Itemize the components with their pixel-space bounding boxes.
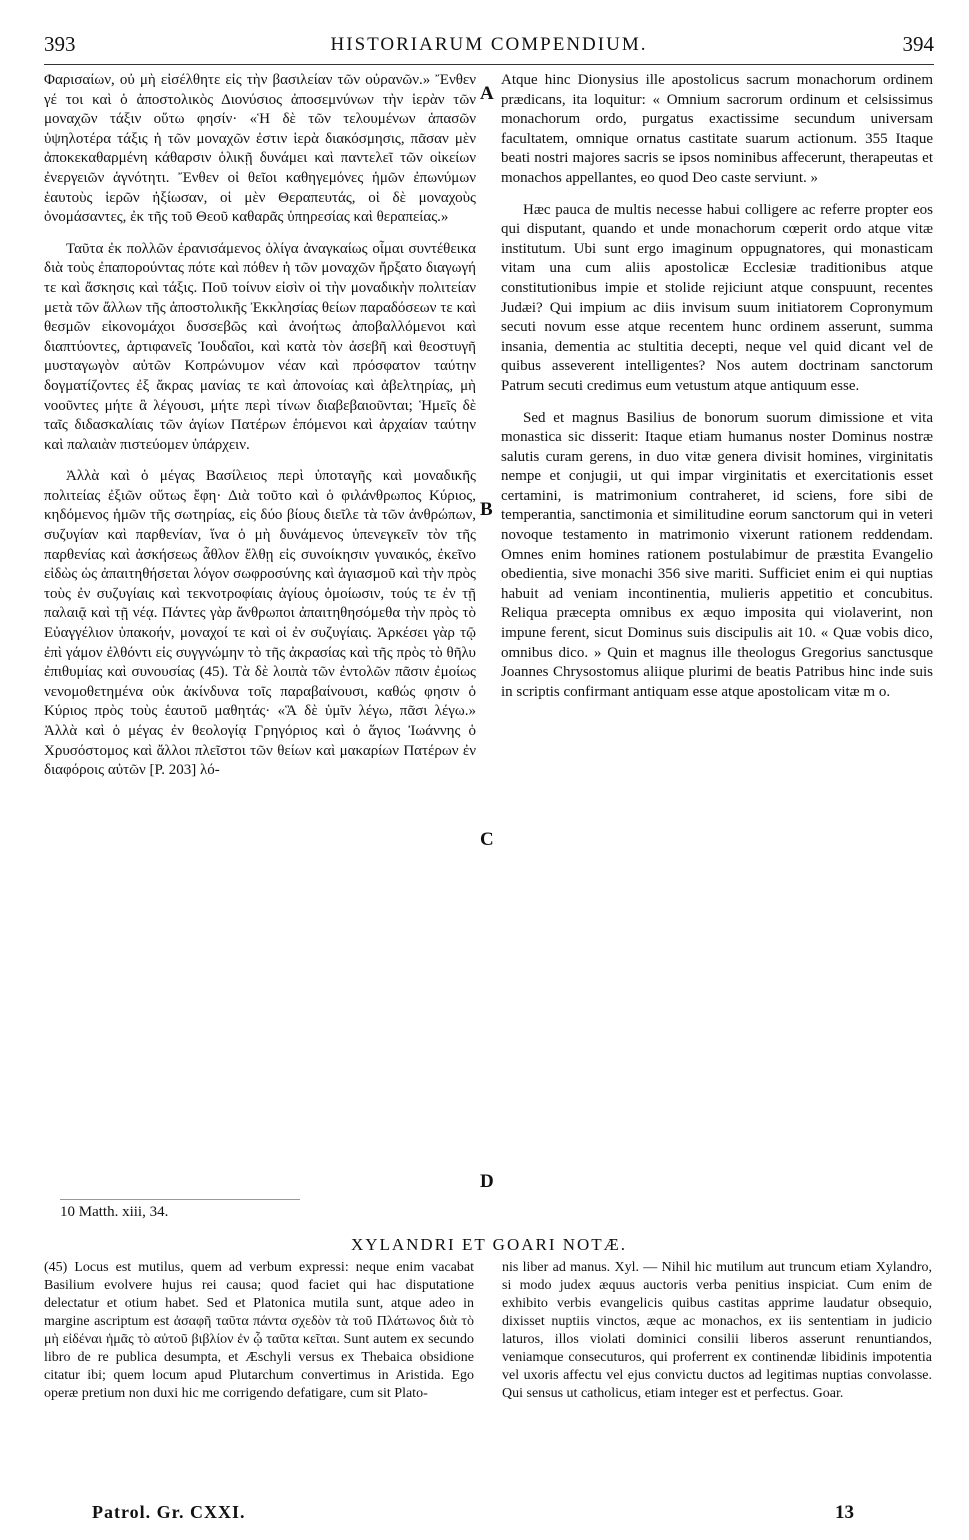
latin-paragraph: Atque hinc Dionysius ille apostolicus sacrum monachorum ordinem prædicans, ita loquitur: « Omnium sacrorum ordinum et celsissimus monachorum ordo, purgatus exactissime secundum universam facultatem, omnique ornatus castitate suarum actionum. 355 Itaque beati nostri majores sacris se ipsos nominibus affecerunt, therapeutas et monachos appellantes, eo quod Deo caste serviunt. »	[501, 72, 933, 186]
page-number-right: 394	[902, 32, 934, 56]
greek-paragraph: Φαρισαίων, οὐ μὴ εἰσέλθητε εἰς τὴν βασιλείαν τῶν οὐρανῶν.» Ἔνθεν γέ τοι καὶ ὁ ἀποστολικὸς Διονύσιος ἀποσεμνύνων τὴν ἱερὰν τῶν μοναχῶν τάξιν οὕτω φησίν· «Ἡ δὲ τῶν τελουμένων ἁπασῶν ὑψηλοτέρα τάξις ἡ τῶν μοναχῶν ἐστιν ἱερὰ διακόσμησις, πᾶσαν μὲν ἀποκεκαθαρμένη κάθαρσιν ὁλικῇ δυνάμει καὶ παντελεῖ τῶν οἰκείων ἐνεργειῶν ἁγνότητι. Ἔνθεν οἱ θεῖοι καθηγεμόνες ἡμῶν ἐπωνύμων ἑαυτοὺς ἱερῶν ἠξίωσαν, οἱ μὲν Θεραπευτάς, οἱ δὲ μοναχοὺς ὀνομάσαντες, ἐκ τῆς τοῦ Θεοῦ καθαρᾶς ὑπηρεσίας καὶ θεραπείας.»	[44, 72, 476, 226]
page	[44, 30, 934, 1532]
latin-paragraph: Sed et magnus Basilius de bonorum suorum dimissione et vita monastica sic disserit: Itaque etiam humanus noster Dominus nostræ salutis curam gerens, in duo vitæ genera divisit homines, virginitatis nempe et conjugii, ut qui impar virginitatis et exercitationis esset certamini, is matrimonium contraheret, id sciens, fore sibi de temperantia, sanctimonia et similitudine eorum sanctorum qui in veteri novoque testamento in matrimonio vixerunt rationem reddendam. Omnes enim homines rationem postulabimur de præstita Evangelio obedientia, sive monachi 356 sive mariti. Sufficiet enim ei qui nuptias habuit ad veniam incontinentia, mulieris appetitio et concubitus. Reliqua præcepta omnibus ex æquo imposita qui violaverint, non impune ferent, sicut Dominus suis discipulis ait 10. « Quæ vobis dico, omnibus dico. » Quin et magnus ille theologus Gregorius sanctusque Joannes Chrysostomus aliique plurimi de beatis Patribus hinc inde suis in scriptis confirmant antiquam esse atque apostolicam vitæ m o.	[501, 409, 933, 700]
main-text	[44, 71, 934, 1193]
running-title: HISTORIARUM COMPENDIUM.	[330, 34, 648, 55]
note-text: nis liber ad manus. Xyl. — Nihil hic mutilum aut truncum etiam Xylandro, si modo judex æquus auctoris verba penitius inspiciat. Cum enim de exhibito verbis evangelicis quibus castitas apprime laudatur obsequio, dixisset nuptiis vinctos, æque ac monachos, ex iis sententiam in judicio laturos, illos violati dominici consilii liberos asserunt renuntiandos, veniamque consecuturos, qui proferrent ex continendæ libidinis impotentia vel uxoris affectu vel ejus convictu ductos ad legitimas nuptias convolasse. Qui sensus ut catholicus, etiam integer est et perfectus. Goar.	[502, 1260, 932, 1401]
footer-sheet-number: 13	[835, 1502, 854, 1523]
latin-column	[501, 71, 933, 714]
note-text: (45) Locus est mutilus, quem ad verbum expressi: neque enim vacabat Basilium evolvere hujus rei causa; quod faciet qui hac disputatione delectatur et otium habet. Sed et Platonica mutila sunt, atque adeo in margine ascriptum est ἀσαφῆ ταῦτα πάντα σχεδὸν τὰ τοῦ Πλάτωνος διὰ τὸ μὴ εἰδέναι ἡμᾶς τὸ αὐτοῦ βιβλίον ἐν ᾧ ταῦτα κεῖται. Sunt autem ex secundo libro de re publica desumpta, et Æschyli versus ex Thebaica obsidione citatur ibi; quem locum apud Plutarchum convertimus in Aristida. Ego operæ pretium non duxi hic me corrigendo defatigare, cum sit Plato-	[44, 1260, 474, 1401]
footnote: 10 Matth. xiii, 34.	[60, 1199, 300, 1221]
greek-column	[44, 71, 476, 793]
page-footer	[44, 1502, 934, 1532]
greek-paragraph: Ταῦτα ἐκ πολλῶν ἐρανισάμενος ὀλίγα ἀναγκαίως οἶμαι συντέθεικα διὰ τοὺς ἐπαπορούντας πότε καὶ πόθεν ἡ τῶν μοναχῶν ἤρξατο διαγωγή τε καὶ ἄσκησις καὶ τάξις. Ποῦ τοίνυν εἰσὶν οἱ τὴν μοναδικὴν πολιτείαν μετὰ τῶν ἄλλων τῆς ἀποστολικῆς Ἐκκλησίας θείων παραδόσεων τε καὶ θεσμῶν εἰκονομάχοι δυσσεβῶς καὶ ἀνοήτως ἀποβαλλόμενοι καὶ διαπτύοντες, ἀρτιφανεῖς Ἰουδαῖοι, καὶ κατὰ τὸν ἀσεβῆ καὶ θεοστυγῆ μυσταγωγὸν αὐτῶν Κοπρώνυμον νέαν καὶ πρόσφατον ταύτην δογματίζοντες ἐξ ἄκρας μανίας τε καὶ ἀπονοίας καὶ ἀβελτηρίας, μὴ νοοῦντες μήτε ἃ λέγουσι, μήτε περὶ τίνων διαβεβαιοῦνται; Ἡμεῖς δὲ ταῖς διδασκαλίαις τῶν ἁγίων Πατέρων ἑπόμενοι καὶ ἀρχαίαν ταύτην καὶ παλαιὰν πιστεύομεν ὑπάρχειν.	[44, 240, 476, 453]
notes-title: XYLANDRI ET GOARI NOTÆ.	[350, 1235, 628, 1254]
notes-left-column	[44, 1259, 474, 1403]
footer-signature: Patrol. Gr. CXXI.	[92, 1502, 246, 1522]
page-number-left: 393	[44, 32, 76, 56]
margin-marker-c: C	[480, 829, 494, 850]
notes-right-column	[502, 1259, 932, 1403]
margin-marker-b: B	[480, 499, 493, 520]
greek-paragraph: Ἀλλὰ καὶ ὁ μέγας Βασίλειος περὶ ὑποταγῆς καὶ μοναδικῆς πολιτείας ἐξιῶν οὕτως ἔφη· Διὰ τοῦτο καὶ ὁ φιλάνθρωπος Κύριος, κηδόμενος ἡμῶν τῆς σωτηρίας, εἰς δύο βίους διεῖλε τὰ τῶν ἀνθρώπων, συζυγίαν καὶ παρθενίαν, ἵνα ὁ μὴ δυνάμενος ὑπενεγκεῖν τὸν τῆς παρθενίας καὶ ἀσκήσεως ἆθλον ἔλθῃ εἰς συνοίκησιν γυναικός, ἐκεῖνο εἰδὼς ὡς ἀπαιτηθήσεται λόγον σωφροσύνης καὶ ἁγιασμοῦ καὶ τὴν πρὸς τοὺς ἐν συζυγίαις καὶ τεκνοτροφίαις ἁγίους ὁμοίωσιν, τούς τε ἐν τῇ παλαιᾷ καὶ τῇ νέᾳ. Πάντες γὰρ ἄνθρωποι ἀπαιτηθησόμεθα τὴν πρὸς τὸ Εὐαγγέλιον ὑπακοήν, μοναχοί τε καὶ οἱ ἐν συζυγίαις. Ἀρκέσει γὰρ τῷ ἐπὶ γάμον ἐλθόντι εἰς συγγνώμην τὸ τῆς ἀκρασίας καὶ τῆς πρὸς τὸ θῆλυ ἐπιθυμίας καὶ συνουσίας (45). Τὰ δὲ λοιπὰ τῶν ἐντολῶν πᾶσιν ἐμοίως νενομοθετημένα οὐκ ἀκίνδυνα τοῖς παραβαίνουσι, καθώς φησιν ὁ Κύριος πρὸς τοὺς ἑαυτοῦ μαθητάς· «Ἃ δὲ ὑμῖν λέγω, πᾶσι λέγω.» Ἀλλὰ καὶ ὁ μέγας ἐν θεολογίᾳ Γρηγόριος καὶ ὁ ἅγιος Ἰωάννης ὁ Χρυσόστομος καὶ ἄλλοι πλεῖστοι τῶν θείων καὶ μακαρίων Πατέρων ἐν διαφόροις αὐτῶν [P. 203] λό-	[44, 468, 476, 779]
latin-paragraph: Hæc pauca de multis necesse habui colligere ac referre propter eos qui disputant, quando et unde monachorum cœperit ordo atque vitæ institutum. Ubi sunt ergo imaginum oppugnatores, qui monasticam vitam una cum aliis apostolicæ Ecclesiæ traditionibus atque constitutionibus impie et stolide rejiciunt atque conspuunt, recentes Judæi? Qui impium ac diis invisum suum initiatorem Copronymum secuti novum esse atque recentem hunc ordinem asserunt, summa insania, dementia ac stultitia decepti, neque vel quid dicant vel de quibus asseverent intelligentes? Nos autem doctrinam sanctorum Patrum secuti credimus eum vetustum atque antiquum esse.	[501, 201, 933, 394]
margin-marker-a: A	[480, 83, 494, 104]
running-header	[44, 30, 934, 65]
margin-marker-d: D	[480, 1171, 494, 1192]
notes-section	[44, 1259, 934, 1494]
